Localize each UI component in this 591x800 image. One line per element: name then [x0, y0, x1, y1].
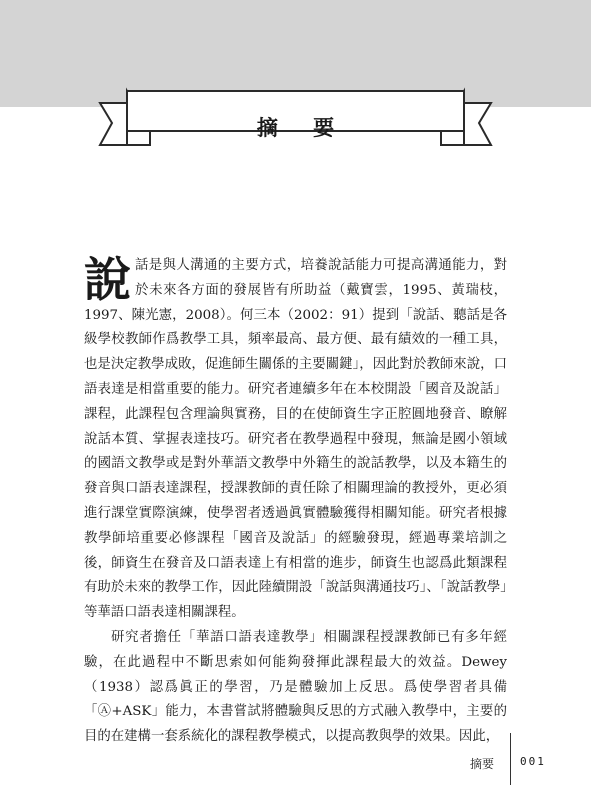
paragraph-2: 研究者擔任「華語口語表達教學」相關課程授課教師已有多年經驗，在此過程中不斷思索如何能夠發揮此課程最大的效益。Dewey（1938）認爲眞正的學習，乃是體驗加上反思。爲使學習者具備「Ⓐ+ASK」能力，本書嘗試將體驗與反思的方式融入教學中，主要的目的在建構一套系統化的課程教學模式，以提高教與學的效果。因此，: [84, 629, 507, 745]
drop-cap: 說: [84, 253, 131, 308]
page-number: 001: [520, 755, 546, 768]
abstract-body: [84, 254, 507, 750]
paragraph-1: [84, 254, 507, 626]
paragraph-1-text: 話是與人溝通的主要方式，培養說話能力可提高溝通能力，對於未來各方面的發展皆有所助益（戴寶雲，1995、黃瑞枝，1997、陳光憲，2008）。何三本（2002：91）提到「說話、聽話是各級學校教師作爲教學工具，頻率最高、最方便、最有績效的一種工具，也是決定教學成敗，促進師生關係的主要關鍵」，因此對於教師來說，口語表達是相當重要的能力。研究者連續多年在本校開設「國音及說話」課程，此課程包含理論與實務，目的在使師資生字正腔圓地發音、瞭解說話本質、掌握表達技巧。研究者在教學過程中發現，無論是國小領域的國語文教學或是對外華語文教學中外籍生的說話教學，以及本籍生的發音與口語表達課程，授課教師的責任除了相關理論的教授外，更必須進行課堂實際演練，使學習者透過眞實體驗獲得相關知能。研究者根據教學師培重要必修課程「國音及說話」的經驗發現，經過專業培訓之後，師資生在發音及口語表達上有相當的進步，師資生也認爲此類課程有助於未來的教學工作，因此陸續開設「說話與溝通技巧」、「說話教學」等華語口語表達相關課程。: [84, 258, 507, 621]
footer-divider: [510, 733, 511, 785]
page-title: 摘 要: [256, 116, 349, 140]
footer-section-label: 摘要: [470, 757, 495, 771]
title-ribbon-banner: [0, 0, 591, 180]
